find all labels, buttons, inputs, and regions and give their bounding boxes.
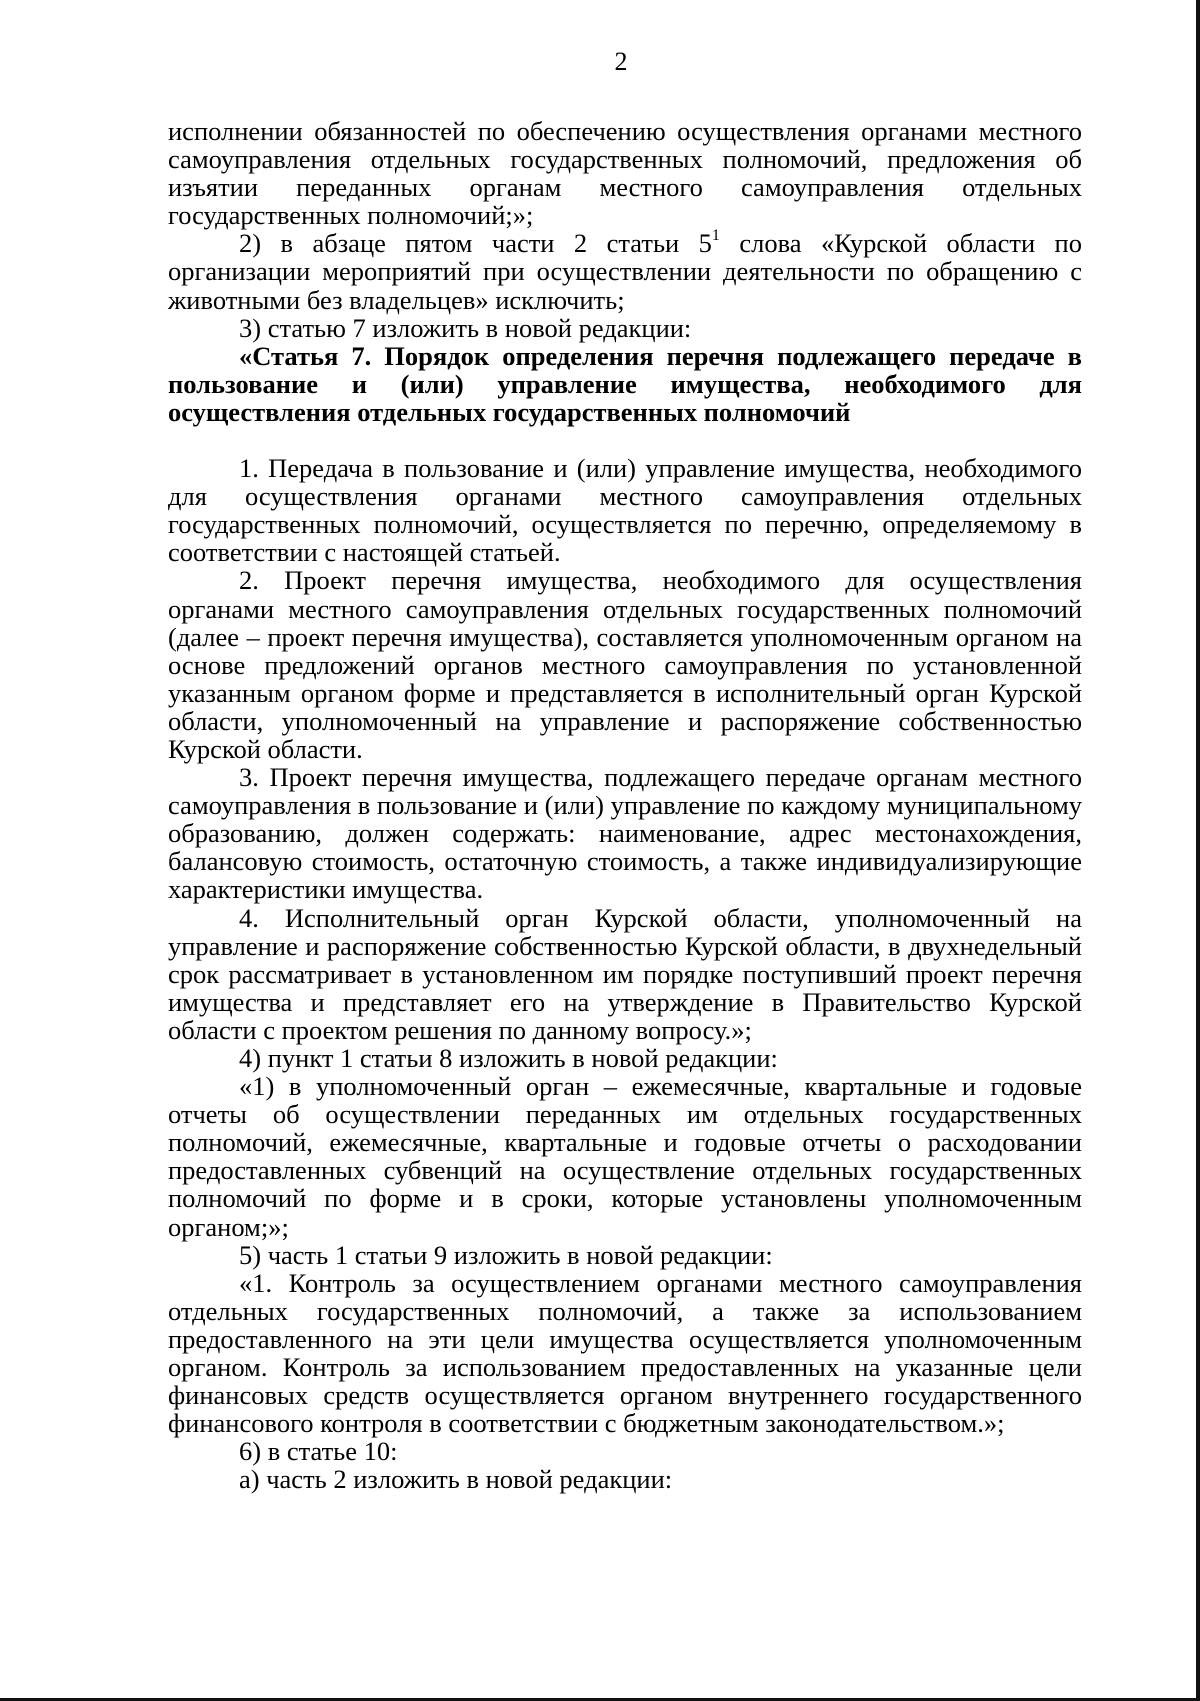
article-8-point-1: «1) в уполномоченный орган – ежемесячные, квартальные и годовые отчеты об осуществлении переданных им отдельных государственных полномочий, ежемесячные, квартальные и годовые отчеты о расходовании предоставленных субвенций на осуществление отдельных государственных полномочий по форме и в сроки, которые установлены уполномоченным органом;»; <box>168 1071 1082 1242</box>
page-number: 2 <box>614 47 628 76</box>
article-9-part-1: «1. Контроль за осуществлением органами местного самоуправления отдельных государственных полномочий, а также за использованием предоставленного на эти цели имущества осуществляется уполномоченным органом. Контроль за использованием предоставленных на указанные цели финансовых средств осуществляется органом внутреннего государственного финансового контроля в соответствии с бюджетным законодательством.»; <box>168 1267 1082 1439</box>
scan-edge-right <box>1196 0 1200 1701</box>
amendment-item-2-text-end: слова «Курской области по организации мероприятий при осуществлении деятельности по обращению с животными без владельцев» исключить; <box>168 228 1082 315</box>
paragraph-continuation: исполнении обязанностей по обеспечению осуществления органами местного самоуправления отдельных государственных полномочий, предложения об изъятии переданных органам местного самоуправления отдельных государственных полномочий;»; <box>168 116 1082 231</box>
heading-spacer <box>168 426 1082 454</box>
document-body <box>168 117 1082 1494</box>
amendment-item-4: 4) пункт 1 статьи 8 изложить в новой редакции: <box>239 1043 778 1073</box>
amendment-item-6a: а) часть 2 изложить в новой редакции: <box>239 1464 673 1495</box>
article-7-part-4: 4. Исполнительный орган Курской области, уполномоченный на управление и распоряжение собственностью Курской области, в двухнедельный срок рассматривает в установленном им порядке поступивший проект перечня имущества и представляет его на утверждение в Правительство Курской области с проектом решения по данному вопросу.»; <box>168 902 1082 1045</box>
amendment-item-2-text-start: 2) в абзаце пятом части 2 статьи 5 <box>239 228 712 259</box>
amendment-item-6: 6) в статье 10: <box>239 1436 398 1467</box>
article-7-part-2: 2. Проект перечня имущества, необходимого для осуществления органами местного самоуправления отдельных государственных полномочий (далее – проект перечня имущества), составляется уполномоченным органом на основе предложений органов местного самоуправления по установленной указанным органом форме и представляется в исполнительный орган Курской области, уполномоченный на управление и распоряжение собственностью Курской области. <box>168 565 1082 764</box>
amendment-item-5: 5) часть 1 статьи 9 изложить в новой редакции: <box>239 1239 773 1270</box>
amendment-item-3: 3) статью 7 изложить в новой редакции: <box>239 312 692 343</box>
article-7-part-3: 3. Проект перечня имущества, подлежащего передаче органам местного самоуправления в пользование и (или) управление по каждому муниципальному образованию, должен содержать: наименование, адрес местонахождения, балансовую стоимость, остаточную стоимость, а также индивидуализирующие характеристики имущества. <box>168 762 1082 905</box>
amendment-item-2 <box>168 229 1082 313</box>
article-superscript: 1 <box>711 227 720 245</box>
article-7-heading: «Статья 7. Порядок определения перечня подлежащего передаче в пользование и (или) управление имущества, необходимого для осуществления отдельных государственных полномочий <box>168 340 1082 427</box>
article-7-part-1: 1. Передача в пользование и (или) управление имущества, необходимого для осуществления органами местного самоуправления отдельных государственных полномочий, осуществляется по перечню, определяемому в соответствии с настоящей статьей. <box>168 453 1082 568</box>
